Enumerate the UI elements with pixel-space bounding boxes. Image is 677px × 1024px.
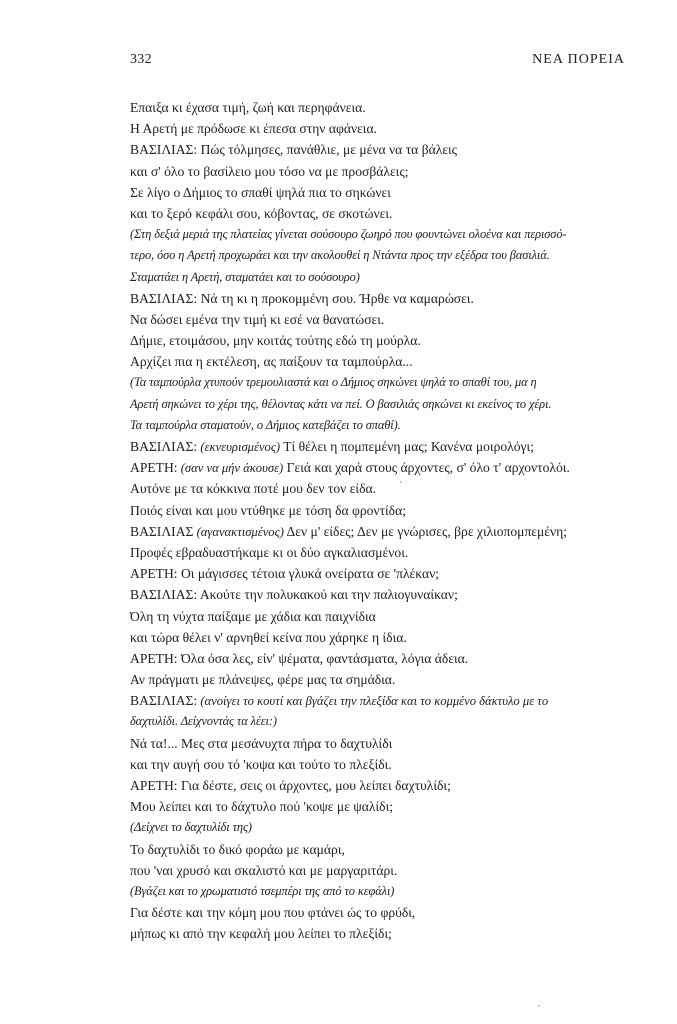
verse-line xyxy=(130,203,630,224)
line-text: Ακούτε την πολυκακού και την παλιογυναίκαν; xyxy=(197,587,458,603)
line-text: Να δώσει εμένα την τιμή κι εσέ να θανατώσει. xyxy=(130,311,385,327)
line-text: Σταματάει η Αρετή, σταματάει και το σούσουρο) xyxy=(130,269,360,284)
verse-line xyxy=(130,542,630,563)
line-text: (Στη δεξιά μεριά της πλατείας γίνεται σούσουρο ζωηρό που φουντώνει ολοένα και περισσό- xyxy=(130,227,567,242)
verse-line xyxy=(130,563,630,584)
line-text: Νά τα!... Μες στα μεσάνυχτα πήρα το δαχτυλίδι xyxy=(130,735,393,751)
speaker-name: ΒΑΣΙΛΙΑΣ: xyxy=(130,693,198,709)
verse-line xyxy=(130,288,630,309)
speaker-name: ΒΑΣΙΛΙΑΣ: xyxy=(130,439,198,454)
journal-title: ΝΕΑ ΠΟΡΕΙΑ xyxy=(532,52,625,67)
inline-stage-direction: (εκνευρισμένος) xyxy=(197,440,281,454)
line-text: Επαιξα κι έχασα τιμή, ζωή και περηφάνεια. xyxy=(130,100,366,115)
stage-direction-line xyxy=(130,881,630,902)
verse-line xyxy=(130,733,630,754)
verse-line xyxy=(130,860,630,881)
line-text: και το ξερό κεφάλι σου, κόβοντας, σε σκοτώνει. xyxy=(130,205,393,221)
line-text: Πώς τόλμησες, πανάθλιε, με μένα να τα βάλεις xyxy=(197,142,458,158)
speaker-name: ΒΑΣΙΛΙΑΣ xyxy=(130,523,194,539)
running-head xyxy=(130,52,625,72)
speaker-name: ΑΡΕΤΗ: xyxy=(130,566,178,582)
line-text: Αν πράγματι με πλάνεψες, φέρε μας τα σημάδια. xyxy=(130,672,396,688)
line-text: Μου λείπει και το δάχτυλο πού 'κοψε με ψαλίδι; xyxy=(130,799,394,815)
inline-stage-direction: (σαν να μήν άκουσε) xyxy=(177,461,284,476)
line-text: Τί θέλει η πομπεμένη μας; Κανένα μοιρολόγι; xyxy=(280,439,534,454)
line-text: Ποιός είναι και μου ντύθηκε με τόση δα φροντίδα; xyxy=(130,502,406,518)
line-text: Δήμιε, ετοιμάσου, μην κοιτάς τούτης εδώ τη μούρλα. xyxy=(130,333,421,349)
verse-line xyxy=(130,690,630,711)
verse-line xyxy=(130,584,630,605)
line-text: Το δαχτυλίδι το δικό φοράω με καμάρι, xyxy=(130,841,345,857)
verse-line xyxy=(130,118,630,139)
speaker-name: ΒΑΣΙΛΙΑΣ: xyxy=(130,290,198,306)
page-number: 332 xyxy=(130,52,152,67)
line-text: Σε λίγο ο Δήμιος το σπαθί ψηλά πια το σηκώνει xyxy=(130,184,391,200)
inline-stage-direction: (αγανακτισμένος) xyxy=(193,524,284,539)
inline-stage-direction: (ανοίγει το κουτί και βγάζει την πλεξίδα και το κομμένο δάκτυλο με το xyxy=(197,694,549,709)
line-text: Προφές εβραδυαστήκαμε κι οι δύο αγκαλιασμένοι. xyxy=(130,544,409,560)
line-text: Αρετή σηκώνει το χέρι της, θέλοντας κάτι να πεί. Ο βασιλιάς σηκώνει κι εκείνος το χέρι. xyxy=(130,396,552,411)
line-text: Γειά και χαρά στους άρχοντες, σ' όλο τ' αρχοντολόι. xyxy=(283,460,570,476)
verse-line xyxy=(130,839,630,860)
speaker-name: ΑΡΕΤΗ: xyxy=(130,650,178,666)
line-text: Η Αρετή με πρόδωσε κι έπεσα στην αφάνεια. xyxy=(130,121,377,137)
verse-line xyxy=(130,436,630,457)
verse-line xyxy=(130,330,630,351)
verse-line xyxy=(130,139,630,160)
play-text xyxy=(130,97,630,945)
stage-direction-line xyxy=(130,372,630,393)
line-text: δαχτυλίδι. Δείχνοντάς τα λέει:) xyxy=(130,714,277,729)
line-text: Νά τη κι η προκομμένη σου. Ήρθε να καμαρώσει. xyxy=(197,290,474,306)
print-speck xyxy=(400,481,402,483)
verse-line xyxy=(130,500,630,521)
line-text: Για δέστε και την κόμη μου που φτάνει ώς το φρύδι, xyxy=(130,905,416,921)
verse-line xyxy=(130,478,630,499)
verse-line xyxy=(130,457,630,478)
verse-line xyxy=(130,161,630,182)
print-speck xyxy=(538,1005,540,1007)
line-text: (Δείχνει το δαχτυλίδι της) xyxy=(130,820,252,835)
line-text: Για δέστε, σεις οι άρχοντες, μου λείπει δαχτυλίδι; xyxy=(177,778,451,793)
speaker-name: ΒΑΣΙΛΙΑΣ: xyxy=(130,142,198,158)
line-text: Οι μάγισσες τέτοια γλυκά ονείρατα σε 'πλέκαν; xyxy=(177,566,440,582)
verse-line xyxy=(130,923,630,944)
line-text: Όλα όσα λες, είν' ψέματα, φαντάσματα, λόγια άδεια. xyxy=(177,650,469,666)
verse-line xyxy=(130,97,630,118)
verse-line xyxy=(130,351,630,372)
verse-line xyxy=(130,606,630,627)
line-text: Όλη τη νύχτα παίξαμε με χάδια και παιχνίδια xyxy=(130,608,376,624)
line-text: που 'ναι χρυσό και σκαλιστό και με μαργαριτάρι. xyxy=(130,862,398,878)
stage-direction-line xyxy=(130,224,630,245)
line-text: τερο, όσο η Αρετή προχωράει και την ακολουθεί η Ντάντα προς την εξέδρα του βασιλιά. xyxy=(130,248,550,263)
stage-direction-line xyxy=(130,245,630,266)
verse-line xyxy=(130,648,630,669)
line-text: Δεν μ' είδες; Δεν με γνώρισες, βρε χιλιοπομπεμένη; xyxy=(283,523,568,539)
stage-direction-line xyxy=(130,711,630,732)
verse-line xyxy=(130,902,630,923)
line-text: (Βγάζει και το χρωματιστό τσεμπέρι της από το κεφάλι) xyxy=(130,883,395,898)
speaker-name: ΑΡΕΤΗ: xyxy=(130,460,178,476)
line-text: και τώρα θέλει ν' αρνηθεί κείνα που χάρηκε η ίδια. xyxy=(130,629,407,645)
line-text: και την αυγή σου τό 'κοψα και τούτο το πλεξίδι. xyxy=(130,756,392,772)
line-text: Τα ταμπούρλα σταματούν, ο Δήμιος κατεβάζει το σπαθί). xyxy=(130,417,401,432)
verse-line xyxy=(130,754,630,775)
line-text: Αρχίζει πια η εκτέλεση, ας παίξουν τα ταμπούρλα... xyxy=(130,354,413,370)
line-text: Αυτόνε με τα κόκκινα ποτέ μου δεν τον είδα. xyxy=(130,481,377,497)
verse-line xyxy=(130,669,630,690)
verse-line xyxy=(130,775,630,796)
verse-line xyxy=(130,627,630,648)
speaker-name: ΑΡΕΤΗ: xyxy=(130,778,178,793)
verse-line xyxy=(130,521,630,542)
stage-direction-line xyxy=(130,394,630,415)
stage-direction-line xyxy=(130,817,630,838)
speaker-name: ΒΑΣΙΛΙΑΣ: xyxy=(130,587,198,603)
verse-line xyxy=(130,182,630,203)
line-text: και σ' όλο το βασίλειο μου τόσο να με προσβάλεις; xyxy=(130,163,409,179)
line-text: μήπως κι από την κεφαλή μου λείπει το πλεξίδι; xyxy=(130,926,392,942)
verse-line xyxy=(130,309,630,330)
line-text: (Τα ταμπούρλα χτυπούν τρεμουλιαστά και ο Δήμιος σηκώνει ψηλά το σπαθί του, μα η xyxy=(130,375,537,390)
verse-line xyxy=(130,796,630,817)
stage-direction-line xyxy=(130,415,630,436)
stage-direction-line xyxy=(130,267,630,288)
